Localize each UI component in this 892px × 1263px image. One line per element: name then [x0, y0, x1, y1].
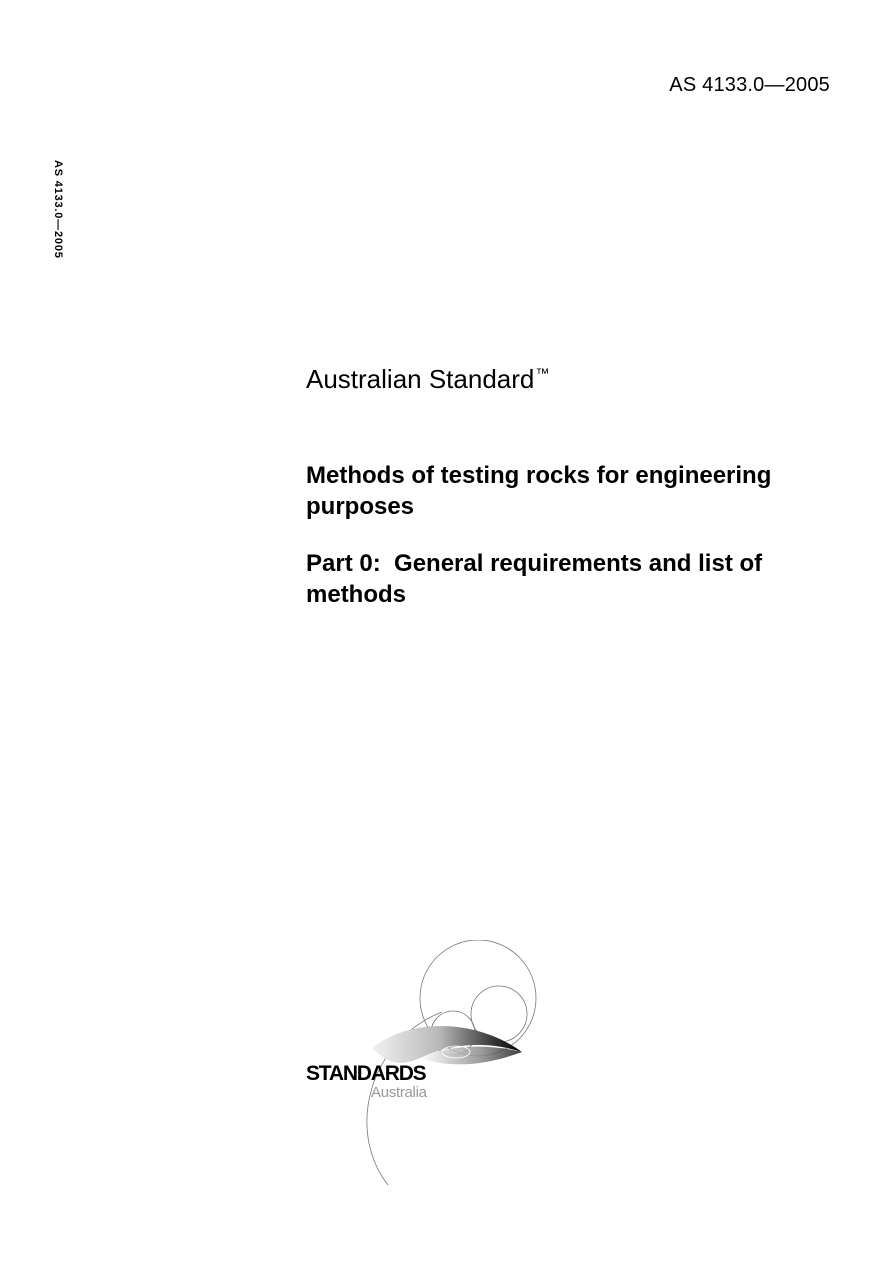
series-name: Australian Standard: [306, 364, 535, 394]
standard-title: Methods of testing rocks for engineering purposes: [306, 462, 772, 520]
spine-document-number: AS 4133.0—2005: [52, 160, 64, 259]
standards-australia-logo: [300, 940, 550, 1190]
series-title: [306, 364, 549, 395]
document-number: AS 4133.0—2005: [669, 74, 830, 96]
logo-subtext: Australia: [371, 1084, 427, 1101]
logo-wordmark: STANDARDS: [306, 1062, 426, 1085]
trademark-symbol: ™: [535, 365, 550, 381]
part-title: Part 0: General requirements and list of methods: [306, 550, 769, 608]
